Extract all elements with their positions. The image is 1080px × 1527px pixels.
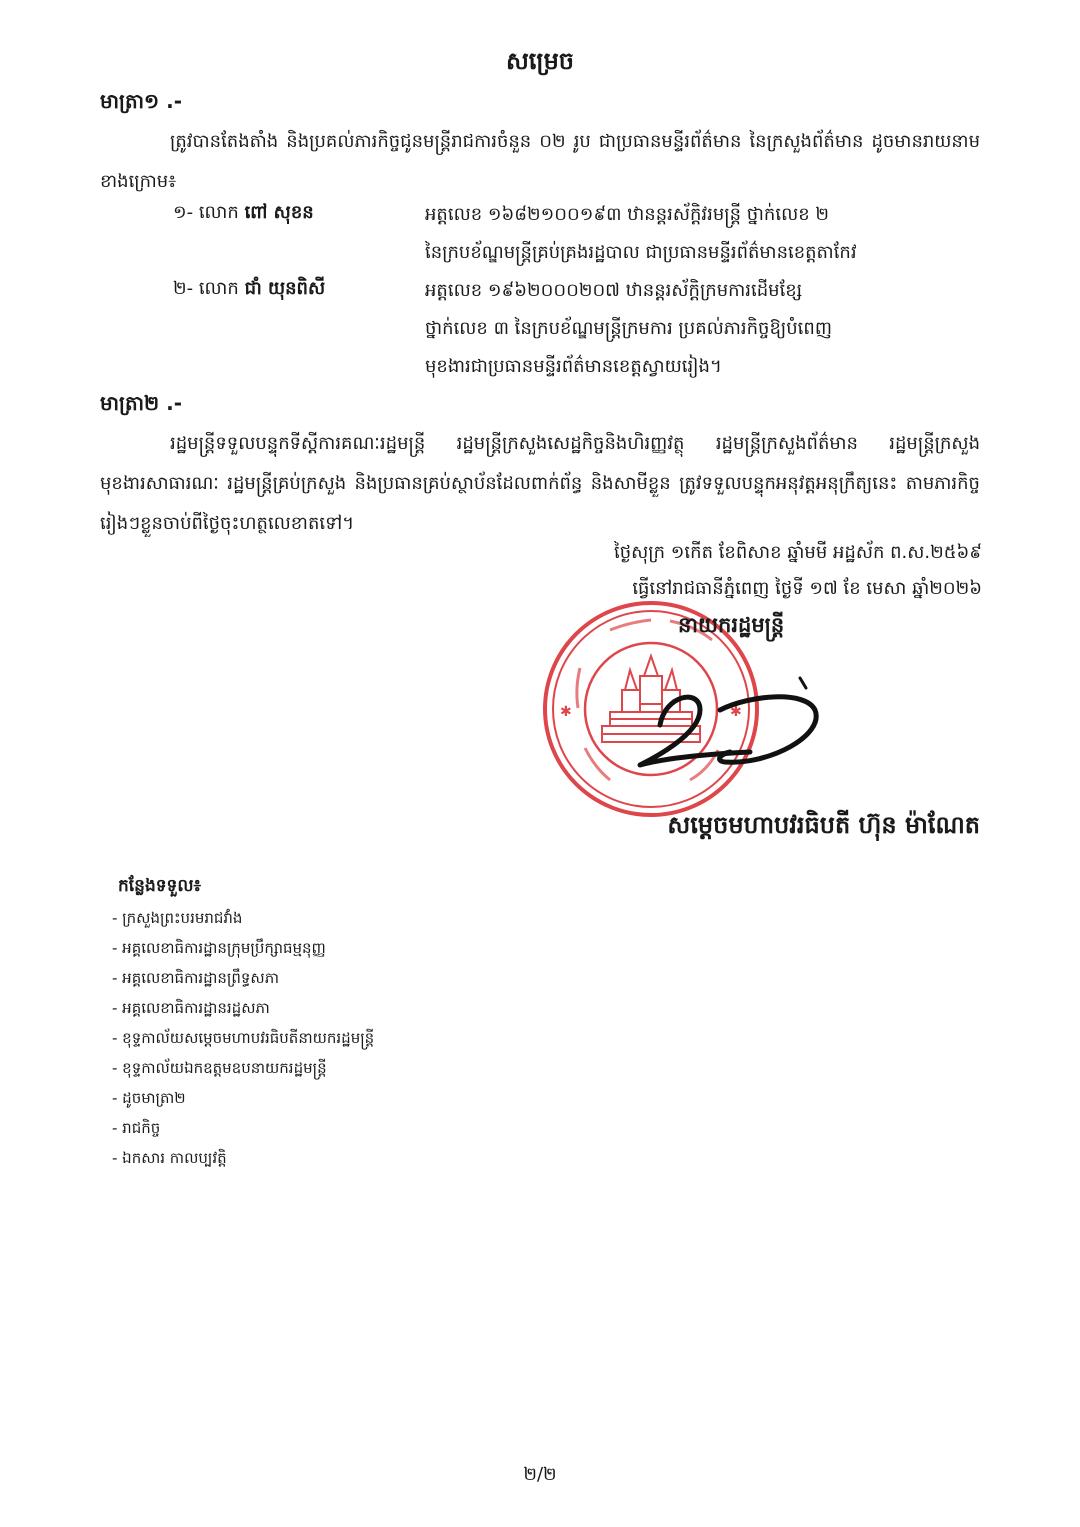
appointee-2-label <box>173 276 413 303</box>
list-item: - ខុទ្ទកាល័យឯកឧត្តមឧបនាយករដ្ឋមន្ត្រី <box>112 1059 327 1077</box>
recipients-title: កន្លែងទទួល៖ <box>118 876 202 896</box>
list-item: - ដូចមាត្រា២ <box>112 1089 186 1107</box>
signature-mark <box>620 670 830 780</box>
lunar-date: ថ្ងៃសុក្រ ១កើត ខែពិសាខ ឆ្នាំមមី អដ្ឋស័ក ព.ស.២៥៦៩ <box>614 542 982 563</box>
appointee-2-line-1: អត្តលេខ ១៩៦២០០០២០៧ ឋានន្តរស័ក្តិក្រមការដើមខ្សែ <box>425 280 803 301</box>
solar-date: ធ្វើនៅរាជធានីភ្នំពេញ ថ្ងៃទី ១៧ ខែ មេសា ឆ្នាំ២០២៦ <box>632 578 982 599</box>
list-item: - រាជកិច្ច <box>112 1119 161 1137</box>
appointee-1-line-1: អត្តលេខ ១៦៨២១០០១៩៣ ឋានន្តរស័ក្តិវរមន្ត្រី ថ្នាក់លេខ ២ <box>425 204 829 225</box>
list-item: - អគ្គលេខាធិការដ្ឋានរដ្ឋសភា <box>112 999 270 1017</box>
appointee-1-prefix: ១- លោក <box>173 202 245 223</box>
svg-text:✱: ✱ <box>560 704 572 720</box>
appointee-2-prefix: ២- លោក <box>173 278 245 299</box>
svg-text:✱: ✱ <box>730 704 742 720</box>
signer-name: សម្តេចមហាបវរធិបតី ហ៊ុន ម៉ាណែត <box>667 811 980 839</box>
appointee-1-name: ពៅ សុខន <box>244 202 314 223</box>
appointee-2-details <box>425 272 945 386</box>
appointee-2-line-2: ថ្នាក់លេខ ៣ នៃក្របខ័ណ្ឌមន្ត្រីក្រមការ ប្រគល់ភារកិច្ចឱ្យបំពេញ <box>425 318 832 339</box>
list-item: - អគ្គលេខាធិការដ្ឋានក្រុមប្រឹក្សាធម្មនុញ្ញ <box>112 939 326 957</box>
appointee-1-details <box>425 196 945 272</box>
appointee-2-name: ជាំ យុនពិសី <box>244 278 326 299</box>
appointee-1-label <box>173 200 413 227</box>
article-1-title: មាត្រា១ .- <box>100 89 183 113</box>
list-item: - ឯកសារ កាលប្បវត្តិ <box>112 1149 227 1167</box>
decision-heading: សម្រេច <box>505 47 575 75</box>
article-2-body: រដ្ឋមន្ត្រីទទួលបន្ទុកទីស្តីការគណៈរដ្ឋមន្ត្រី រដ្ឋមន្ត្រីក្រសួងសេដ្ឋកិច្ចនិងហិរញ្ញវត្ថុ រដ្ឋមន្ត្រីក្រសួងព័ត៌មាន រដ្ឋមន្ត្រីក្រសួងមុខងារសាធារណៈ រដ្ឋមន្ត្រីគ្រប់ក្រសួង និងប្រធានគ្រប់ស្ថាប័នដែលពាក់ព័ន្ធ និងសាមីខ្លួន ត្រូវទទួលបន្ទុកអនុវត្តអនុក្រឹត្យនេះ តាមភារកិច្ចរៀងៗខ្លួនចាប់ពីថ្ងៃចុះហត្ថលេខាតទៅ។ <box>100 433 980 534</box>
article-2-title: មាត្រា២ .- <box>100 391 183 415</box>
list-item: - ក្រសួងព្រះបរមរាជវាំង <box>112 909 243 927</box>
page-number: ២/២ <box>523 1464 557 1485</box>
signer-title: នាយករដ្ឋមន្ត្រី <box>678 613 785 637</box>
appointee-2-line-3: មុខងារជាប្រធានមន្ទីរព័ត៌មានខេត្តស្វាយរៀង។ <box>425 356 722 377</box>
appointee-1-line-2: នៃក្របខ័ណ្ឌមន្ត្រីគ្រប់គ្រងរដ្ឋបាល ជាប្រធានមន្ទីរព័ត៌មានខេត្តតាកែវ <box>425 242 857 263</box>
recipients-list <box>112 903 374 1173</box>
list-item: - ខុទ្ទកាល័យសម្តេចមហាបវរធិបតីនាយករដ្ឋមន្ត្រី <box>112 1029 375 1047</box>
article-1-intro: ត្រូវបានតែងតាំង និងប្រគល់ភារកិច្ចជូនមន្ត្រីរាជការចំនួន ០២ រូប ជាប្រធានមន្ទីរព័ត៌មាន នៃក្រសួងព័ត៌មាន ដូចមានរាយនាមខាងក្រោម៖ <box>100 131 980 192</box>
list-item: - អគ្គលេខាធិការដ្ឋានព្រឹទ្ធសភា <box>112 969 279 987</box>
